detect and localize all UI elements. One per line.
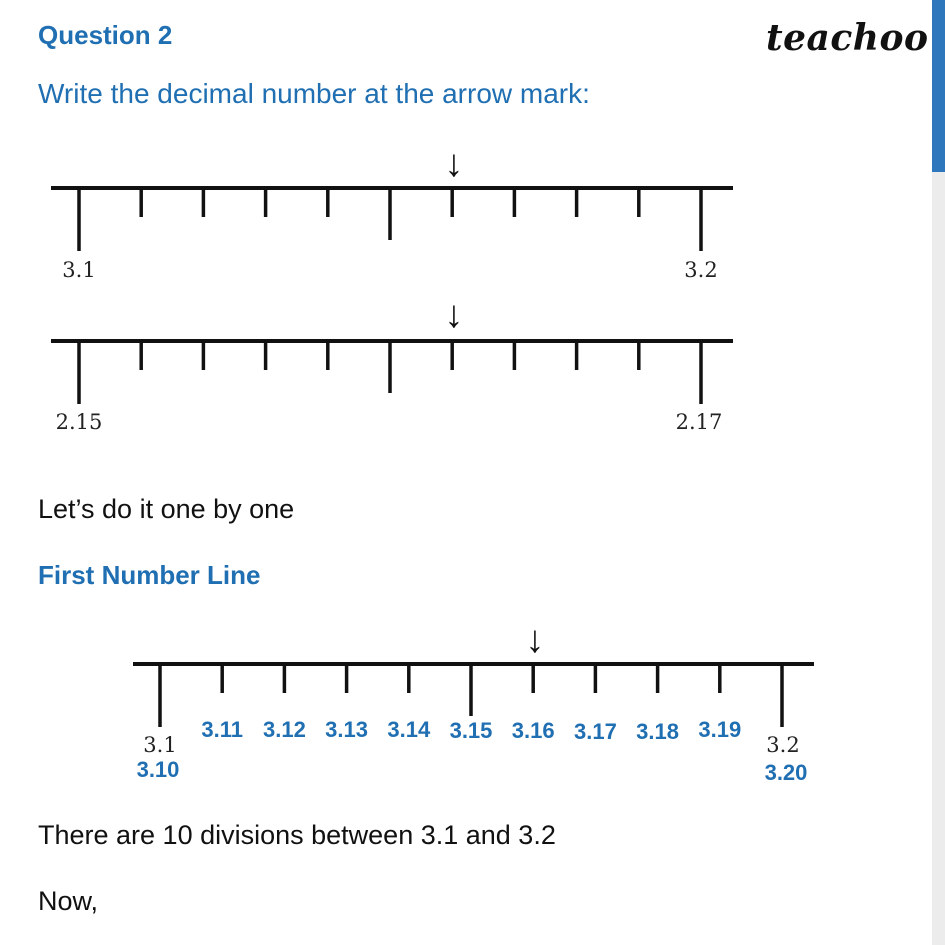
intro-text: Let’s do it one by one bbox=[38, 494, 295, 524]
number-line-2-start-label: 2.15 bbox=[55, 410, 103, 434]
tick-label: 3.11 bbox=[201, 717, 244, 742]
number-line-3-start-label: 3.1 bbox=[143, 733, 177, 757]
number-line-2 bbox=[51, 341, 733, 404]
number-line-1 bbox=[51, 188, 733, 251]
down-arrow-icon: ↓ bbox=[444, 294, 464, 336]
tick-label: 3.15 bbox=[449, 718, 493, 743]
statement-text: There are 10 divisions between 3.1 and 3.2 bbox=[38, 820, 556, 850]
number-line-3-end-label-alt: 3.20 bbox=[764, 760, 808, 785]
down-arrow-icon: ↓ bbox=[444, 143, 464, 185]
tick-label: 3.18 bbox=[636, 719, 680, 744]
question-prompt: Write the decimal number at the arrow mark: bbox=[38, 78, 590, 109]
tick-label: 3.19 bbox=[698, 717, 742, 742]
number-line-3-end-label: 3.2 bbox=[766, 733, 800, 757]
tick-label: 3.16 bbox=[511, 718, 555, 743]
number-line-1-end-label: 3.2 bbox=[684, 258, 718, 282]
number-line-1-start-label: 3.1 bbox=[62, 258, 96, 282]
number-line-2-end-label: 2.17 bbox=[675, 410, 723, 434]
tick-label: 3.14 bbox=[387, 717, 431, 742]
question-heading: Question 2 bbox=[38, 20, 173, 50]
tick-label: 3.13 bbox=[325, 717, 369, 742]
tick-label: 3.17 bbox=[573, 719, 617, 744]
number-line-3-start-label-alt: 3.10 bbox=[136, 757, 180, 782]
number-line-3-intermediate-labels bbox=[201, 717, 741, 744]
tick-label: 3.12 bbox=[262, 717, 306, 742]
continuation-text: Now, bbox=[38, 886, 99, 916]
section-title: First Number Line bbox=[38, 560, 261, 590]
teachoo-logo: teachoo bbox=[766, 17, 929, 59]
down-arrow-icon: ↓ bbox=[525, 619, 545, 661]
